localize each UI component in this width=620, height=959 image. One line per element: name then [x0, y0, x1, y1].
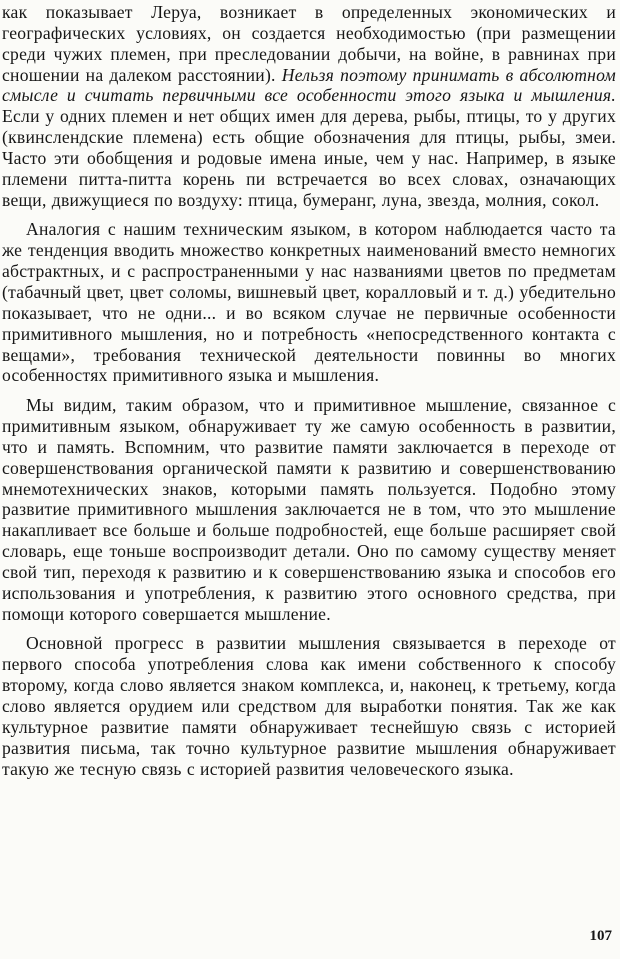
paragraph-1-text-continued: Если у одних племен и нет общих имен для дерева, рыбы, птицы, то у других (квинслендские племена) есть общие обозначения для птицы, рыбы, змеи. Часто эти обобщения и родовые имена иные, чем у нас. Например, в языке племени питта-питта корень пи встречается во всех словах, означающих вещи, движущиеся по воздуху: птица, бумеранг, луна, звезда, молния, сокол. [2, 106, 616, 210]
page-number: 107 [589, 928, 612, 944]
paragraph-1 [2, 2, 616, 210]
paragraph-4: Основной прогресс в развитии мышления связывается в переходе от первого способа употребления слова как имени собственного к способу второму, когда слово является знаком комплекса, и, наконец, к третьему, когда слово является орудием или средством для выработки понятия. Так же как культурное развитие памяти обнаруживает теснейшую связь с историей развития письма, так точно культурное развитие мышления обнаруживает такую же тесную связь с историей развития человеческого языка. [2, 633, 616, 779]
paragraph-1-italic-text: Нельзя поэтому принимать в абсолютном смысле и считать первичными все особенности этого языка и мышления. [2, 64, 616, 106]
paragraph-1-text: как показывает Леруа, возникает в определенных экономических и географических условиях, он создается необходимостью (при размещении среди чужих племен, при преследовании добычи, на войне, в равнинах при сношении на далеком расстоянии). [2, 2, 616, 85]
paragraph-2: Аналогия с нашим техническим языком, в котором наблюдается часто та же тенденция вводить множество конкретных наименований вместо немногих абстрактных, и с распространенными у нас названиями цветов по предметам (табачный цвет, цвет соломы, вишневый цвет, коралловый и т. д.) убедительно показывает, что не одни... и во всяком случае не первичные особенности примитивного мышления, но и потребность «непосредственного контакта с вещами», требования технической деятельности повинны во многих особенностях примитивного языка и мышления. [2, 219, 616, 386]
body-text [2, 2, 616, 788]
paragraph-3: Мы видим, таким образом, что и примитивное мышление, связанное с примитивным языком, обнаруживает ту же самую особенность в развитии, что и память. Вспомним, что развитие памяти заключается в переходе от совершенствования органической памяти к развитию и совершенствованию мнемотехнических знаков, которыми память пользуется. Подобно этому развитие примитивного мышления заключается не в том, что это мышление накапливает все больше и больше подробностей, еще больше расширяет свой словарь, еще тоньше воспроизводит детали. Оно по самому существу меняет свой тип, переходя к развитию и к совершенствованию языка и способов его использования и употребления, к развитию этого основного средства, при помощи которого совершается мышление. [2, 395, 616, 624]
